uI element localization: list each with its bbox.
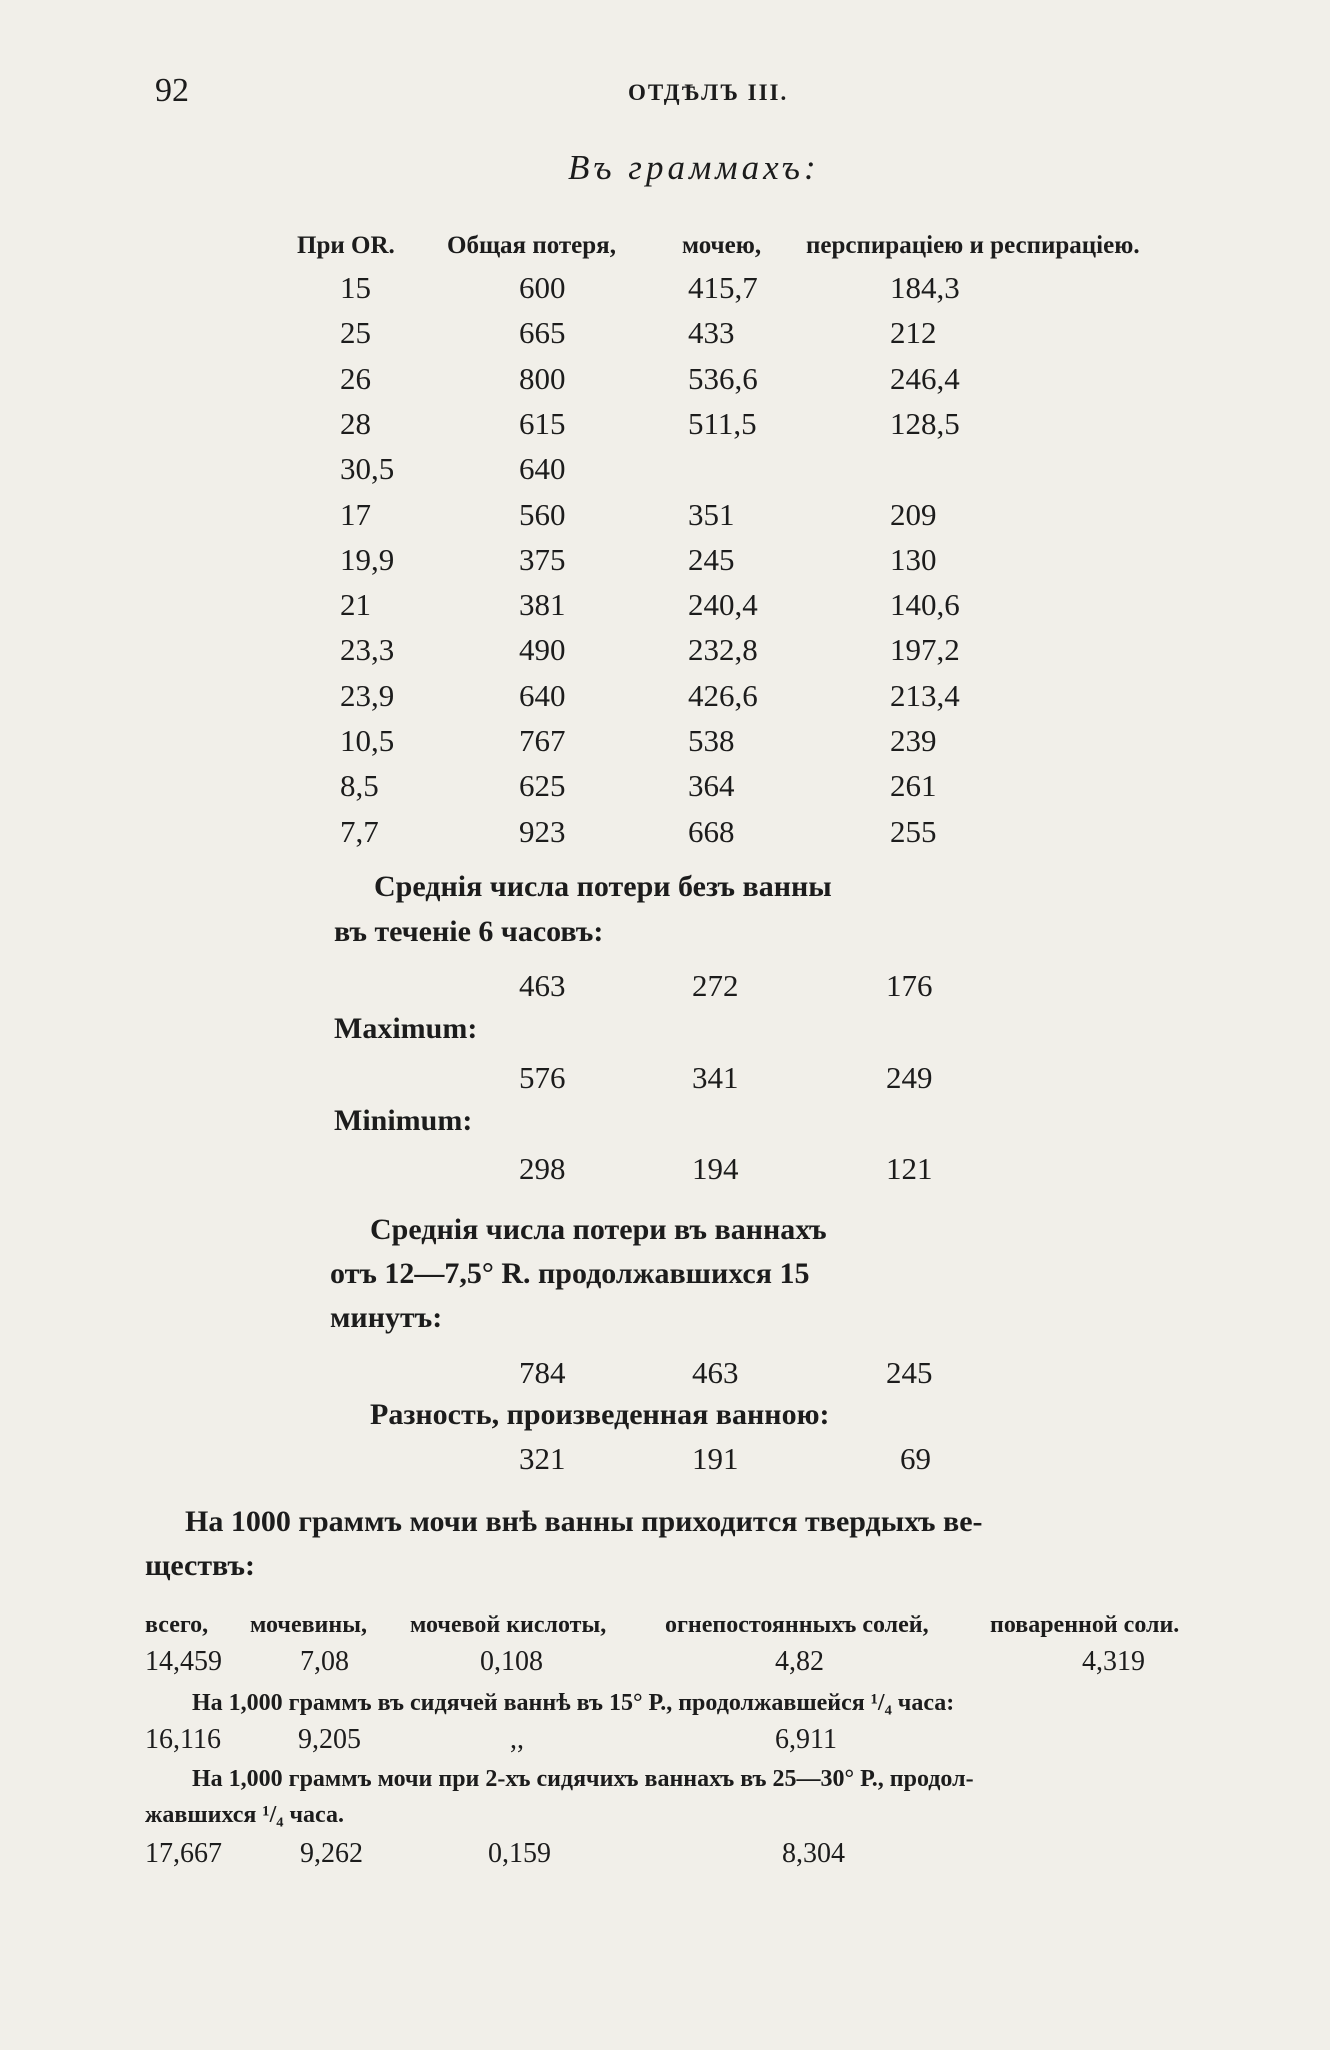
table-cell: 800 <box>519 360 566 396</box>
maximum-label: Maximum: <box>334 1012 478 1045</box>
value: 0,108 <box>480 1646 543 1677</box>
solids-header: всего, <box>145 1612 209 1638</box>
table-cell: 23,9 <box>340 677 395 713</box>
table-cell: 381 <box>519 587 566 623</box>
table-cell: 536,6 <box>688 360 758 396</box>
table-cell: 255 <box>890 813 937 849</box>
value: 249 <box>886 1060 933 1095</box>
averages-no-bath-line1: Среднія числа потери безъ ванны <box>374 870 832 903</box>
table-cell: 640 <box>519 451 566 487</box>
solids-header: мочевины, <box>250 1612 367 1638</box>
table-cell: 767 <box>519 723 566 758</box>
difference-label: Разность, произведенная ванною: <box>370 1398 830 1431</box>
value: 321 <box>519 1441 566 1476</box>
value: 245 <box>886 1355 933 1390</box>
table-cell: 426,6 <box>688 677 758 713</box>
table-cell: 246,4 <box>890 360 960 396</box>
sitz-bath-25-line1: На 1,000 граммъ мочи при 2-хъ сидячихъ ваннахъ въ 25—30° Р., продол- <box>192 1766 974 1792</box>
table-cell: 490 <box>519 632 566 668</box>
averages-no-bath-line2: въ теченіе 6 часовъ: <box>334 915 604 948</box>
column-header: При OR. <box>297 232 395 259</box>
table-cell: 23,3 <box>340 632 395 668</box>
value: 463 <box>692 1355 739 1390</box>
table-cell: 433 <box>688 315 735 351</box>
solids-header: огнепостоянныхъ солей, <box>665 1612 929 1638</box>
table-cell: 140,6 <box>890 587 960 623</box>
table-cell: 30,5 <box>340 451 395 487</box>
value: 4,319 <box>1082 1646 1145 1677</box>
running-title: ОТДѢЛЪ III. <box>628 80 789 105</box>
table-cell: 209 <box>890 496 937 532</box>
value: 298 <box>519 1151 566 1186</box>
value: 9,205 <box>298 1724 361 1755</box>
averages-bath-line3: минутъ: <box>330 1301 443 1334</box>
table-cell: 375 <box>519 541 566 577</box>
value: 7,08 <box>300 1646 349 1677</box>
table-cell: 351 <box>688 496 735 532</box>
table-cell: 615 <box>519 405 566 441</box>
value: 463 <box>519 968 566 1003</box>
value: 176 <box>886 968 933 1003</box>
column-header: перспираціею и респираціею. <box>806 232 1140 259</box>
value: 784 <box>519 1355 566 1390</box>
value: 194 <box>692 1151 739 1186</box>
value: 9,262 <box>300 1838 363 1869</box>
averages-bath-line1: Среднія числа потери въ ваннахъ <box>370 1213 827 1246</box>
table-cell: 19,9 <box>340 541 395 577</box>
table-cell: 128,5 <box>890 405 960 441</box>
value: 0,159 <box>488 1838 551 1869</box>
table-cell: 560 <box>519 496 566 532</box>
table-cell: 245 <box>688 541 735 577</box>
solids-line1: На 1000 граммъ мочи внѣ ванны приходится твердыхъ ве- <box>185 1505 983 1538</box>
table-cell: 213,4 <box>890 677 960 713</box>
value: 17,667 <box>145 1838 222 1869</box>
column-header: Общая потеря, <box>447 232 616 259</box>
table-cell: 232,8 <box>688 632 758 668</box>
table-cell: 625 <box>519 768 566 804</box>
table-cell: 600 <box>519 270 566 305</box>
table-cell: 21 <box>340 587 371 623</box>
table-cell: 10,5 <box>340 723 395 758</box>
page-number: 92 <box>155 72 189 109</box>
sitz-bath-25-line2: жавшихся ¹/₄ часа. <box>145 1802 344 1828</box>
value: ,, <box>510 1724 524 1755</box>
table-cell: 511,5 <box>688 405 757 441</box>
value: 121 <box>886 1151 933 1186</box>
value: 6,911 <box>775 1724 837 1755</box>
column-header: мочею, <box>682 232 762 259</box>
table-cell: 8,5 <box>340 768 379 804</box>
solids-header: поваренной соли. <box>990 1612 1180 1638</box>
table-cell: 668 <box>688 813 735 849</box>
minimum-label: Minimum: <box>334 1104 473 1137</box>
table-cell: 415,7 <box>688 270 758 305</box>
table-cell: 15 <box>340 270 371 305</box>
table-cell: 28 <box>340 405 371 441</box>
table-cell: 7,7 <box>340 813 379 849</box>
table-cell: 212 <box>890 315 937 351</box>
table-cell: 261 <box>890 768 937 804</box>
table-title: Въ граммахъ: <box>568 148 820 187</box>
value: 8,304 <box>782 1838 845 1869</box>
sitz-bath-15-text: На 1,000 граммъ въ сидячей ваннѣ въ 15° Р., продолжавшейся ¹/₄ часа: <box>192 1690 955 1716</box>
value: 16,116 <box>145 1724 221 1755</box>
value: 69 <box>900 1441 931 1476</box>
table-cell: 364 <box>688 768 735 804</box>
value: 14,459 <box>145 1646 222 1677</box>
table-cell: 25 <box>340 315 371 351</box>
value: 341 <box>692 1060 739 1095</box>
table-cell: 538 <box>688 723 735 758</box>
value: 272 <box>692 968 739 1003</box>
table-cell: 130 <box>890 541 937 577</box>
table-cell: 665 <box>519 315 566 351</box>
table-cell: 26 <box>340 360 371 396</box>
solids-line2: ществъ: <box>145 1549 255 1582</box>
value: 191 <box>692 1441 739 1476</box>
table-cell: 923 <box>519 813 566 849</box>
averages-bath-line2: отъ 12—7,5° R. продолжавшихся 15 <box>330 1257 810 1290</box>
table-cell: 240,4 <box>688 587 758 623</box>
table-cell: 17 <box>340 496 371 532</box>
table-cell: 197,2 <box>890 632 960 668</box>
value: 4,82 <box>775 1646 824 1677</box>
table-cell: 640 <box>519 677 566 713</box>
table-cell: 184,3 <box>890 270 960 305</box>
table-cell: 239 <box>890 723 937 758</box>
solids-header: мочевой кислоты, <box>410 1612 607 1638</box>
value: 576 <box>519 1060 566 1095</box>
